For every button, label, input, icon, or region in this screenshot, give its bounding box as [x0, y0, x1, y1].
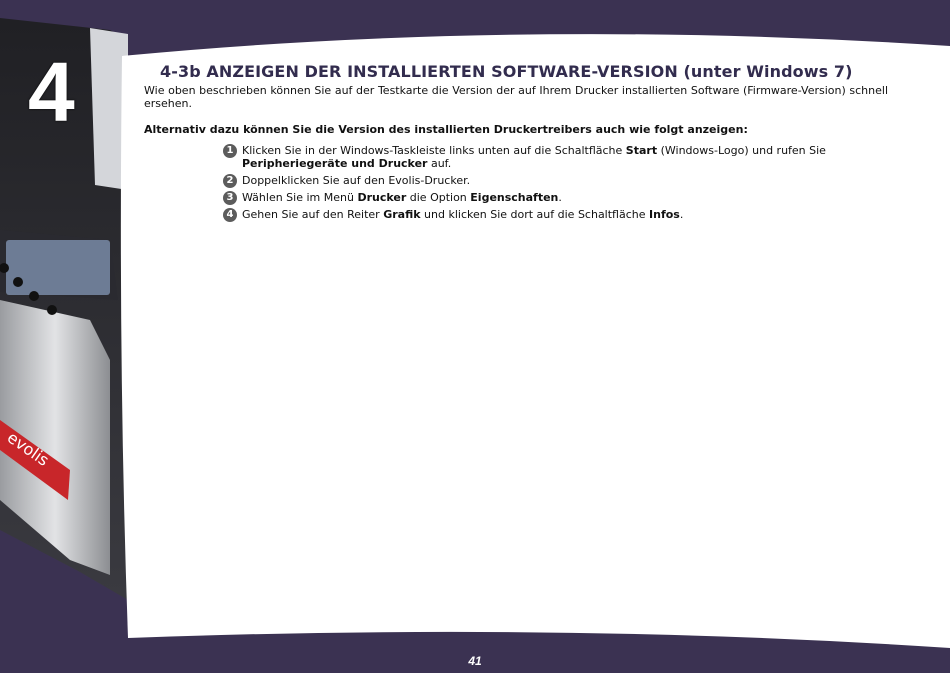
step-emphasis: Start [625, 144, 658, 157]
step-item [223, 144, 889, 170]
step-item [223, 191, 889, 204]
step-text: . [558, 191, 562, 204]
step-emphasis: Peripheriegeräte und Drucker [242, 157, 428, 170]
step-emphasis: Infos [649, 208, 680, 221]
step-item [223, 208, 889, 221]
step-emphasis: Eigenschaften [470, 191, 559, 204]
step-item [223, 174, 889, 187]
step-text: Klicken Sie in der Windows-Taskleiste links unten auf die Schaltfläche [242, 144, 626, 157]
step-text: . [679, 208, 684, 221]
step-text: Wählen Sie im Menü [242, 191, 358, 204]
step-text: die Option [406, 191, 471, 204]
step-list [223, 144, 889, 221]
step-number-badge: 1 [223, 144, 237, 158]
step-text: und klicken Sie dort auf die Schaltfläche [420, 208, 650, 221]
page-number: 41 [468, 654, 482, 668]
step-number-badge: 3 [223, 191, 237, 205]
step-text: (Windows-Logo) und rufen Sie [657, 144, 826, 157]
step-text: Gehen Sie auf den Reiter [242, 208, 384, 221]
section-title: 4-3b ANZEIGEN DER INSTALLIERTEN SOFTWARE-VERSION (unter Windows 7) [160, 62, 853, 81]
page-content [144, 62, 888, 225]
step-number-badge: 4 [223, 208, 237, 222]
step-emphasis: Drucker [357, 191, 407, 204]
chapter-number: 4 [28, 45, 75, 139]
evolis-logo: evolis [3, 427, 53, 470]
alternative-subheading: Alternativ dazu können Sie die Version des installierten Druckertreibers auch wie folgt anzeigen: [144, 123, 748, 136]
step-emphasis: Grafik [383, 208, 421, 221]
intro-paragraph: Wie oben beschrieben können Sie auf der Testkarte die Version der auf Ihrem Drucker installierten Software (Firmware-Version) schnell ersehen. [144, 84, 888, 110]
step-text: Doppelklicken Sie auf den Evolis-Drucker. [242, 174, 471, 187]
step-text: auf. [427, 157, 452, 170]
step-number-badge: 2 [223, 174, 237, 188]
